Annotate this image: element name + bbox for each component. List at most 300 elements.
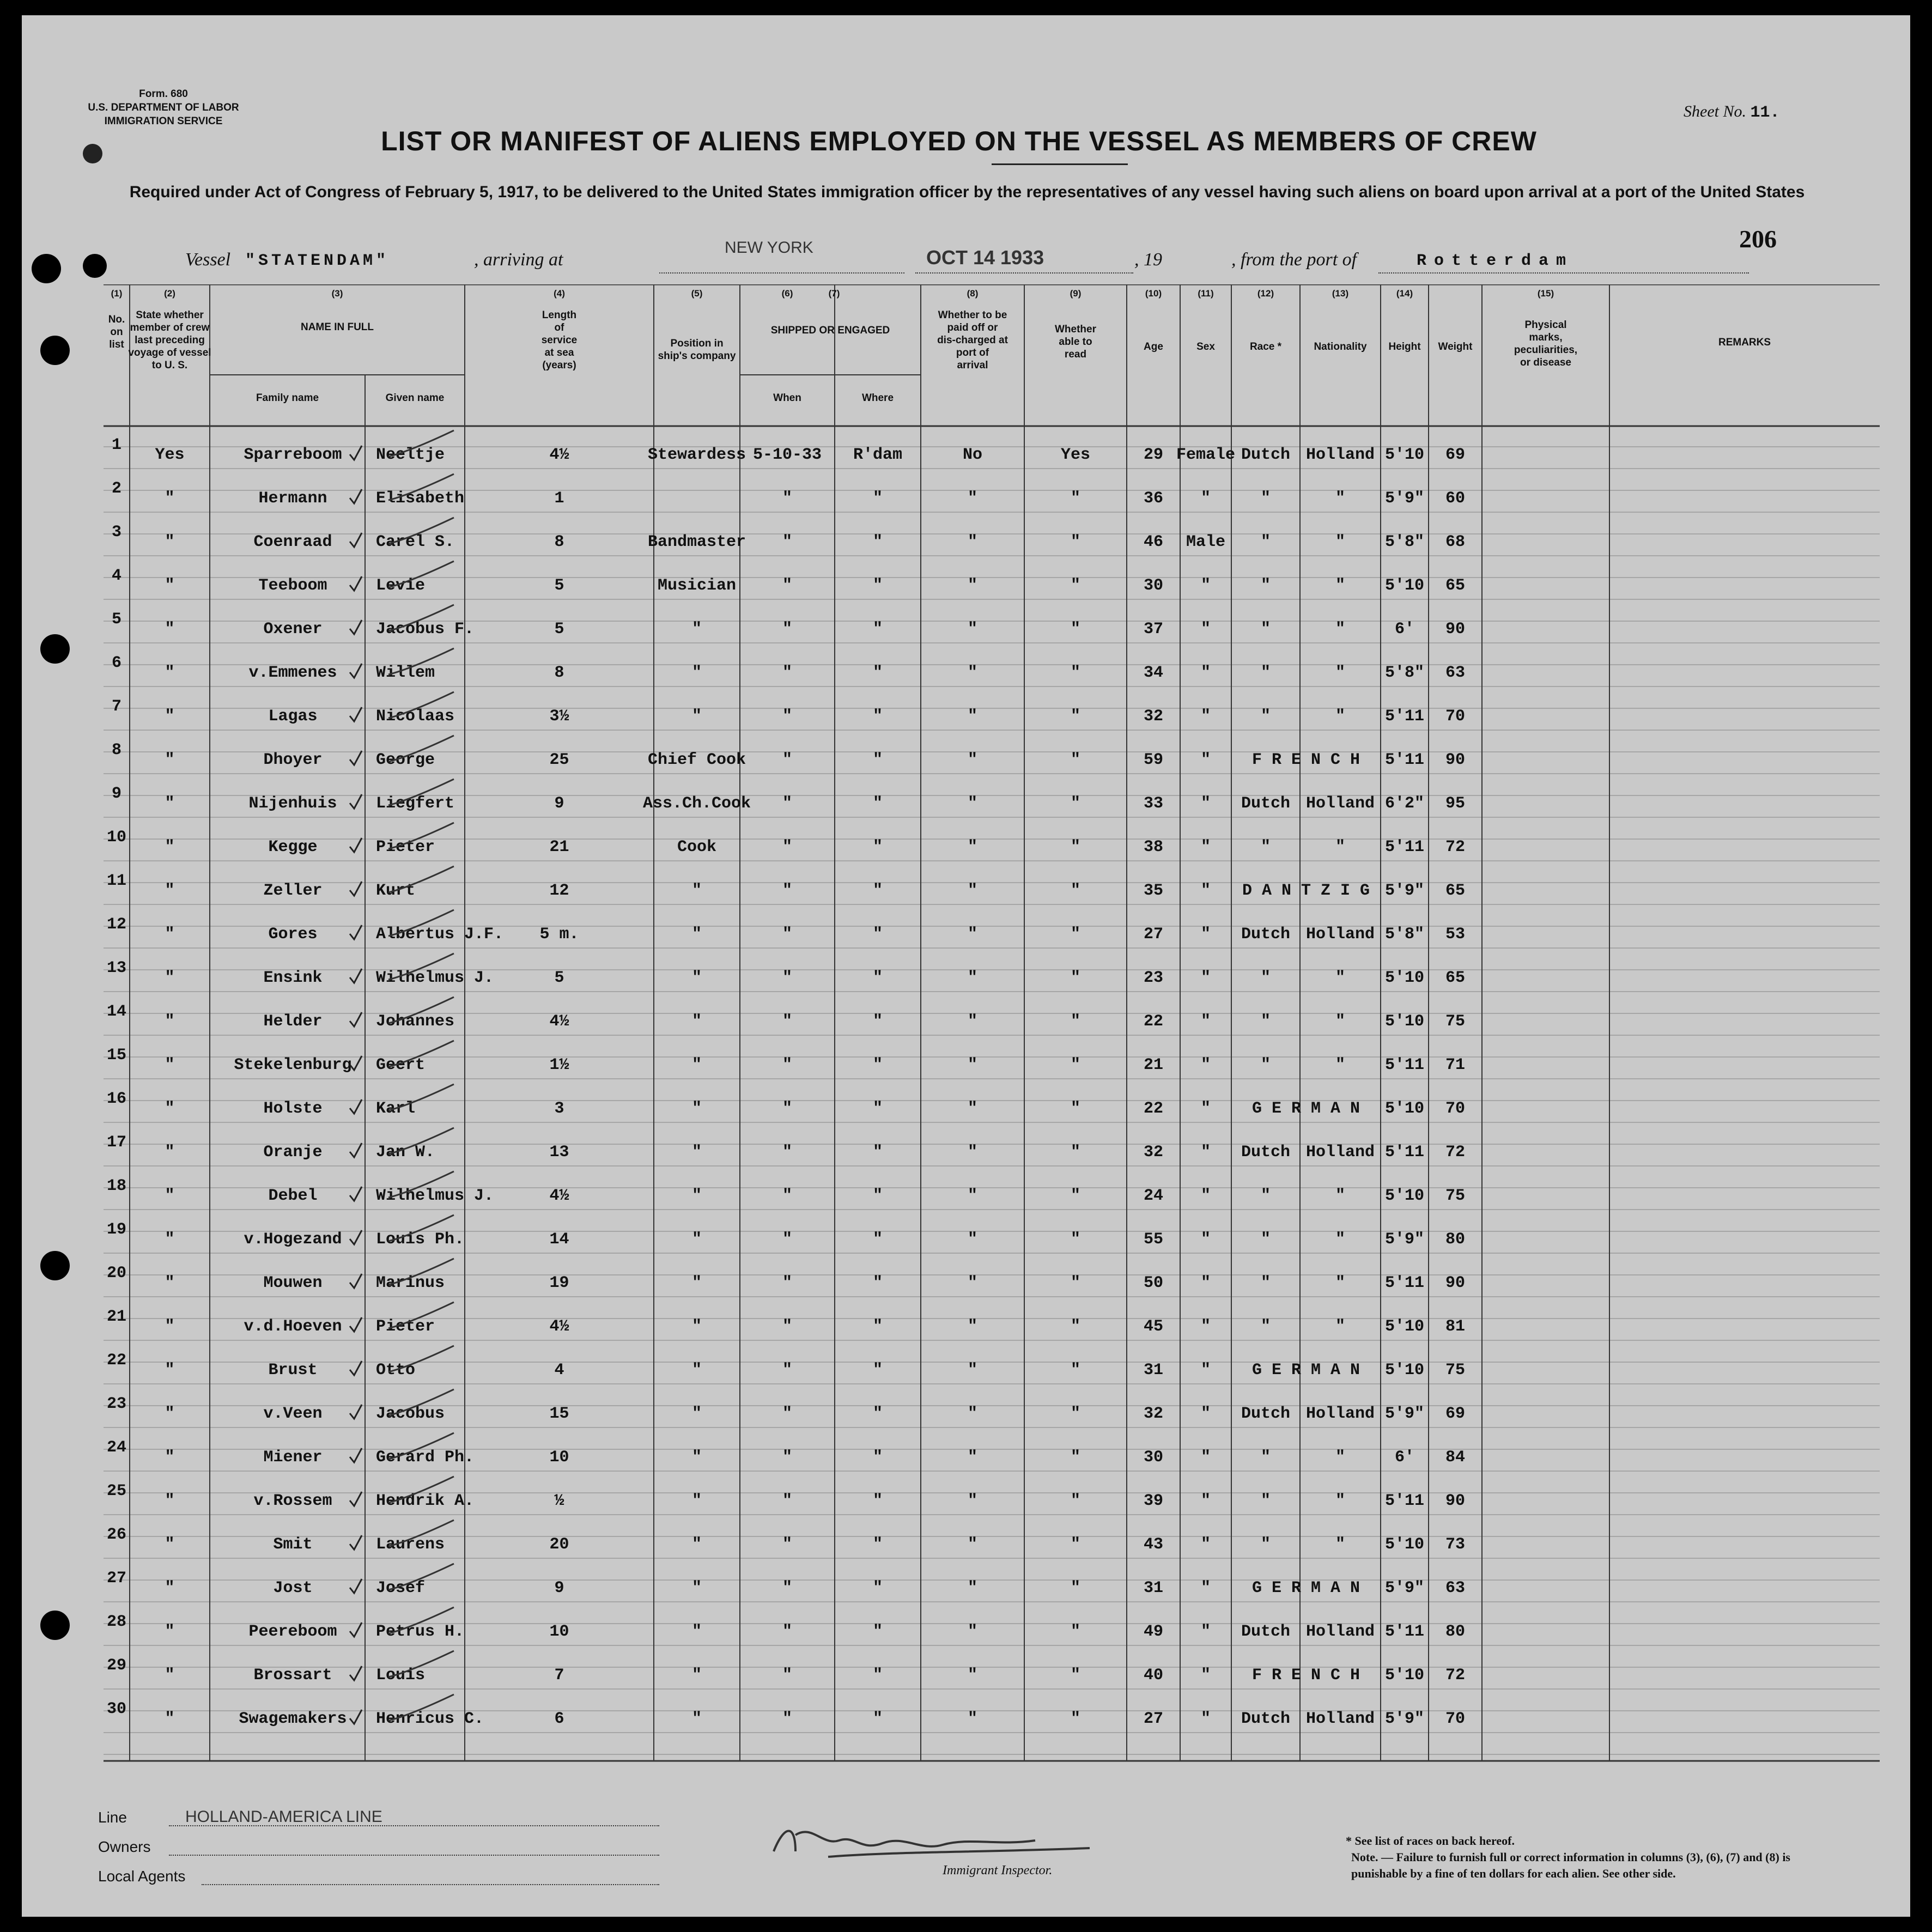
check-mark [350, 1012, 362, 1026]
row-given-name: Marinus [376, 1274, 445, 1292]
row-number: 26 [106, 1526, 127, 1544]
check-mark [350, 794, 362, 809]
header-height-line: Height [1388, 341, 1421, 353]
header-paid-off-line: arrival [957, 360, 988, 371]
arriving-port: NEW YORK [725, 239, 813, 257]
row-weight: 53 [1445, 925, 1466, 944]
row-age: 40 [1143, 1666, 1164, 1685]
row-weight: 80 [1445, 1623, 1466, 1641]
row-paid-off: " [967, 1274, 978, 1292]
row-able-to-read: " [1070, 882, 1081, 900]
row-age: 22 [1143, 1099, 1164, 1118]
column-number-line: (12) [1257, 288, 1274, 299]
row-family-name: Brossart [253, 1666, 332, 1685]
row-shipped-where: " [872, 489, 883, 508]
check-mark [350, 620, 362, 634]
row-state: " [165, 1492, 175, 1510]
row-paid-off: " [967, 925, 978, 944]
row-nationality: " [1335, 838, 1346, 856]
row-age: 35 [1143, 882, 1164, 900]
row-service-length: 3½ [549, 707, 569, 726]
vessel-label: Vessel [185, 250, 231, 270]
row-nationality: Holland [1305, 1623, 1375, 1641]
row-number: 18 [106, 1177, 127, 1195]
header-age [1144, 341, 1163, 353]
row-service-length: 19 [549, 1274, 569, 1292]
row-shipped-when: " [782, 664, 793, 682]
row-shipped-where: " [872, 1448, 883, 1467]
row-paid-off: " [967, 1623, 978, 1641]
column-number-line: (15) [1537, 288, 1554, 299]
row-race: " [1260, 707, 1271, 726]
row-sex: " [1200, 794, 1211, 813]
row-race: " [1260, 489, 1271, 508]
row-weight: 70 [1445, 1099, 1466, 1118]
row-sex: " [1200, 620, 1211, 639]
row-able-to-read: " [1070, 1317, 1081, 1336]
row-family-name: Peereboom [248, 1623, 337, 1641]
row-nationality: " [1335, 1535, 1346, 1554]
check-mark [350, 1710, 362, 1724]
row-sex: " [1200, 882, 1211, 900]
header-where-line: Where [861, 392, 894, 404]
row-height: 5'10 [1384, 576, 1425, 595]
header-state-whether [128, 309, 211, 371]
row-weight: 72 [1445, 1666, 1466, 1685]
row-shipped-when: " [782, 1535, 793, 1554]
header-nationality [1314, 341, 1367, 353]
service-label: IMMIGRATION SERVICE [104, 116, 223, 127]
header-when [773, 392, 801, 404]
row-position: " [691, 1274, 702, 1292]
binder-hole [40, 634, 70, 664]
row-given-name: Carel S. [376, 533, 455, 551]
row-given-name: Elisabeth [376, 489, 465, 508]
row-number: 16 [106, 1090, 127, 1108]
row-family-name: Sparreboom [244, 446, 342, 464]
header-when-line: When [773, 392, 801, 404]
row-race: G E R M A N [1251, 1099, 1360, 1118]
row-number: 29 [106, 1656, 127, 1675]
row-service-length: 15 [549, 1405, 569, 1423]
row-shipped-where: " [872, 1579, 883, 1597]
row-position: Cook [677, 838, 717, 856]
row-race: " [1260, 1187, 1271, 1205]
row-nationality: " [1335, 664, 1346, 682]
row-state: " [165, 1405, 175, 1423]
row-number: 28 [106, 1613, 127, 1631]
row-service-length: 9 [554, 1579, 564, 1597]
row-weight: 81 [1445, 1317, 1466, 1336]
row-paid-off: No [962, 446, 983, 464]
row-state: " [165, 1448, 175, 1467]
row-race: Dutch [1241, 1405, 1291, 1423]
column-number-line: (11) [1198, 288, 1214, 299]
row-age: 33 [1143, 794, 1164, 813]
row-height: 5'9" [1384, 1230, 1425, 1249]
row-race: Dutch [1241, 1710, 1291, 1728]
row-age: 34 [1143, 664, 1164, 682]
row-position: " [691, 1230, 702, 1249]
row-number: 24 [106, 1438, 127, 1457]
row-weight: 90 [1445, 1492, 1466, 1510]
row-shipped-when: " [782, 1274, 793, 1292]
row-position: " [691, 1317, 702, 1336]
row-able-to-read: " [1070, 1623, 1081, 1641]
row-position: " [691, 1099, 702, 1118]
row-given-name: Jan W. [376, 1143, 435, 1162]
column-number [332, 288, 343, 299]
row-able-to-read: " [1070, 1710, 1081, 1728]
row-nationality: Holland [1305, 446, 1375, 464]
row-given-name: Louis Ph. [376, 1230, 465, 1249]
row-shipped-where: " [872, 925, 883, 944]
row-number: 14 [106, 1003, 127, 1021]
column-number [1396, 288, 1413, 299]
row-height: 5'10 [1384, 1361, 1425, 1380]
column-number [782, 288, 793, 299]
binder-hole [40, 336, 70, 365]
check-mark [350, 1535, 362, 1550]
row-race: " [1260, 1492, 1271, 1510]
row-sex: " [1200, 1317, 1211, 1336]
row-nationality: Holland [1305, 1143, 1375, 1162]
row-state: " [165, 1361, 175, 1380]
row-paid-off: " [967, 1492, 978, 1510]
header-height [1388, 341, 1421, 353]
row-shipped-where: R'dam [853, 446, 903, 464]
row-shipped-where: " [872, 1187, 883, 1205]
row-number: 2 [111, 479, 122, 498]
header-where [862, 392, 894, 404]
column-number-line: (7) [828, 288, 840, 299]
column-number [111, 288, 123, 299]
row-number: 22 [106, 1351, 127, 1370]
row-shipped-where: " [872, 1099, 883, 1118]
column-number [829, 288, 840, 299]
row-state: " [165, 664, 175, 682]
row-number: 30 [106, 1700, 127, 1718]
column-number [1145, 288, 1162, 299]
row-race: " [1260, 1230, 1271, 1249]
header-family-name [256, 392, 319, 404]
row-height: 5'11 [1384, 751, 1425, 769]
row-given-name: Liegfert [376, 794, 455, 813]
row-weight: 72 [1445, 838, 1466, 856]
row-paid-off: " [967, 1405, 978, 1423]
row-position: " [691, 925, 702, 944]
row-paid-off: " [967, 1317, 978, 1336]
row-shipped-where: " [872, 1405, 883, 1423]
row-age: 21 [1143, 1056, 1164, 1074]
header-no-on-list-line: on [110, 326, 123, 338]
row-age: 39 [1143, 1492, 1164, 1510]
row-able-to-read: " [1070, 1666, 1081, 1685]
column-number-line: (6) [781, 288, 793, 299]
row-paid-off: " [967, 620, 978, 639]
check-mark [350, 1579, 362, 1593]
row-shipped-where: " [872, 620, 883, 639]
check-mark [350, 1666, 362, 1680]
header-shipped-engaged [771, 325, 890, 336]
row-nationality: " [1335, 1317, 1346, 1336]
manifest-table [104, 284, 1880, 1766]
row-sex: " [1200, 751, 1211, 769]
row-paid-off: " [967, 1099, 978, 1118]
row-state: " [165, 1666, 175, 1685]
row-paid-off: " [967, 1448, 978, 1467]
row-position: " [691, 1579, 702, 1597]
row-height: 5'9" [1384, 1579, 1425, 1597]
row-family-name: v.Emmenes [248, 664, 337, 682]
row-service-length: 10 [549, 1448, 569, 1467]
row-number: 13 [106, 959, 127, 977]
row-shipped-when: " [782, 794, 793, 813]
row-race: " [1260, 533, 1271, 551]
owners-label: Owners [98, 1838, 151, 1855]
check-mark [350, 969, 362, 983]
row-paid-off: " [967, 489, 978, 508]
row-paid-off: " [967, 707, 978, 726]
row-given-name: Neeltje [376, 446, 445, 464]
row-state: " [165, 1535, 175, 1554]
row-family-name: Gores [268, 925, 318, 944]
row-state: " [165, 533, 175, 551]
row-age: 27 [1143, 925, 1164, 944]
row-state: " [165, 707, 175, 726]
row-number: 7 [111, 697, 122, 716]
row-shipped-where: " [872, 1274, 883, 1292]
header-state-whether-line: State whether [136, 309, 204, 321]
row-family-name: Lagas [268, 707, 318, 726]
row-height: 5'10 [1384, 1012, 1425, 1031]
row-sex: " [1200, 576, 1211, 595]
row-service-length: 5 m. [539, 925, 579, 944]
row-able-to-read: " [1070, 794, 1081, 813]
row-shipped-when: " [782, 1317, 793, 1336]
row-family-name: Smit [273, 1535, 313, 1554]
row-nationality: " [1335, 969, 1346, 987]
row-service-length: 3 [554, 1099, 564, 1118]
row-given-name: Pieter [376, 838, 435, 856]
row-state: " [165, 1623, 175, 1641]
header-race [1250, 341, 1282, 353]
row-position: " [691, 882, 702, 900]
row-shipped-where: " [872, 794, 883, 813]
check-mark [350, 1187, 362, 1201]
row-shipped-when: " [782, 882, 793, 900]
row-sex: " [1200, 1012, 1211, 1031]
column-number-line: (4) [554, 288, 565, 299]
row-race: Dutch [1241, 925, 1291, 944]
header-paid-off-line: port of [956, 347, 989, 359]
row-race: Dutch [1241, 1623, 1291, 1641]
row-height: 5'8" [1384, 925, 1425, 944]
row-weight: 90 [1445, 751, 1466, 769]
row-shipped-when: " [782, 1187, 793, 1205]
row-number: 17 [106, 1133, 127, 1152]
row-paid-off: " [967, 664, 978, 682]
check-mark [350, 1274, 362, 1288]
header-weight [1438, 341, 1473, 353]
form-number [60, 87, 267, 128]
row-shipped-where: " [872, 1012, 883, 1031]
row-sex: " [1200, 1056, 1211, 1074]
row-position: " [691, 620, 702, 639]
row-number: 11 [106, 872, 127, 890]
header-weight-line: Weight [1438, 341, 1473, 353]
row-number: 27 [106, 1569, 127, 1588]
row-number: 10 [106, 828, 127, 847]
row-nationality: " [1335, 1056, 1346, 1074]
row-able-to-read: " [1070, 1143, 1081, 1162]
row-family-name: Brust [268, 1361, 318, 1380]
races-note: * See list of races on back hereof. [1346, 1834, 1515, 1848]
row-state: " [165, 1187, 175, 1205]
row-weight: 65 [1445, 969, 1466, 987]
row-family-name: v.d.Hoeven [244, 1317, 342, 1336]
row-shipped-where: " [872, 969, 883, 987]
header-race-line: Race * [1249, 341, 1282, 353]
document-title: LIST OR MANIFEST OF ALIENS EMPLOYED ON THE VESSEL AS MEMBERS OF CREW [381, 126, 1537, 156]
header-physical-marks-line: Physical [1524, 319, 1567, 331]
row-family-name: Mouwen [263, 1274, 323, 1292]
row-weight: 69 [1445, 1405, 1466, 1423]
row-weight: 60 [1445, 489, 1466, 508]
row-position: Ass.Ch.Cook [642, 794, 751, 813]
row-given-name: Josef [376, 1579, 426, 1597]
row-given-name: Gerard Ph. [376, 1448, 475, 1467]
check-mark [350, 489, 362, 503]
inspector-signature [763, 1813, 1111, 1873]
row-service-length: ½ [554, 1492, 564, 1510]
row-nationality: " [1335, 533, 1346, 551]
row-height: 5'9" [1384, 489, 1425, 508]
table-header [108, 288, 1771, 404]
row-position: " [691, 664, 702, 682]
row-paid-off: " [967, 882, 978, 900]
row-paid-off: " [967, 838, 978, 856]
row-race: " [1260, 1317, 1271, 1336]
row-shipped-where: " [872, 882, 883, 900]
row-weight: 68 [1445, 533, 1466, 551]
row-given-name: Petrus H. [376, 1623, 465, 1641]
row-height: 5'11 [1384, 707, 1425, 726]
line-value: HOLLAND-AMERICA LINE [185, 1808, 382, 1826]
row-family-name: Ensink [263, 969, 323, 987]
check-mark [350, 751, 362, 765]
row-family-name: v.Veen [263, 1405, 323, 1423]
row-number: 6 [111, 654, 122, 672]
column-number [164, 288, 175, 299]
row-weight: 95 [1445, 794, 1466, 813]
row-given-name: Jacobus F. [376, 620, 475, 639]
row-shipped-where: " [872, 751, 883, 769]
row-given-name: Jacobus [376, 1405, 445, 1423]
row-family-name: v.Rossem [253, 1492, 332, 1510]
row-service-length: 12 [549, 882, 569, 900]
row-nationality: " [1335, 489, 1346, 508]
from-port-label: , from the port of [1231, 250, 1357, 270]
row-state: " [165, 576, 175, 595]
row-nationality: Holland [1305, 1710, 1375, 1728]
row-position: " [691, 1405, 702, 1423]
row-shipped-when: " [782, 1492, 793, 1510]
row-height: 6'2" [1384, 794, 1425, 813]
row-state: " [165, 1230, 175, 1249]
ruled-lines [104, 284, 1880, 1761]
row-age: 29 [1143, 446, 1164, 464]
row-shipped-when: " [782, 1230, 793, 1249]
row-position: " [691, 1535, 702, 1554]
header-length-service [542, 309, 578, 371]
row-weight: 63 [1445, 664, 1466, 682]
row-sex: " [1200, 1187, 1211, 1205]
row-race: D A N T Z I G [1242, 882, 1370, 900]
header-family-name-line: Family name [256, 392, 319, 404]
row-age: 31 [1143, 1361, 1164, 1380]
row-position: Musician [657, 576, 737, 595]
row-shipped-when: " [782, 1361, 793, 1380]
row-number: 20 [106, 1264, 127, 1283]
row-number: 19 [106, 1220, 127, 1239]
row-age: 23 [1143, 969, 1164, 987]
title-rule [992, 163, 1128, 165]
row-given-name: Otto [376, 1361, 416, 1380]
row-family-name: Dhoyer [263, 751, 323, 769]
row-able-to-read: " [1070, 489, 1081, 508]
row-able-to-read: " [1070, 1492, 1081, 1510]
row-family-name: Coenraad [253, 533, 332, 551]
row-height: 5'10 [1384, 1099, 1425, 1118]
check-mark [350, 882, 362, 896]
row-given-name: Kurt [376, 882, 416, 900]
row-race: " [1260, 620, 1271, 639]
row-state: " [165, 925, 175, 944]
row-position: " [691, 1187, 702, 1205]
row-able-to-read: " [1070, 1405, 1081, 1423]
row-height: 5'11 [1384, 1143, 1425, 1162]
header-state-whether-line: member of crew [130, 322, 210, 333]
row-position: " [691, 1448, 702, 1467]
row-shipped-where: " [872, 1317, 883, 1336]
row-weight: 65 [1445, 882, 1466, 900]
row-paid-off: " [967, 533, 978, 551]
row-shipped-when: " [782, 751, 793, 769]
check-mark [350, 446, 362, 460]
row-height: 5'9" [1384, 1405, 1425, 1423]
row-race: F R E N C H [1251, 1666, 1360, 1685]
arrival-date: OCT 14 1933 [926, 246, 1044, 269]
row-state: " [165, 1274, 175, 1292]
row-sex: " [1200, 1448, 1211, 1467]
row-sex: " [1200, 1143, 1211, 1162]
row-service-length: 10 [549, 1623, 569, 1641]
row-shipped-when: " [782, 1448, 793, 1467]
row-race: " [1260, 1012, 1271, 1031]
column-number [967, 288, 979, 299]
row-shipped-when: " [782, 838, 793, 856]
header-sex-line: Sex [1196, 341, 1215, 353]
row-weight: 75 [1445, 1361, 1466, 1380]
row-age: 49 [1143, 1623, 1164, 1641]
row-race: G E R M A N [1251, 1361, 1360, 1380]
row-weight: 75 [1445, 1187, 1466, 1205]
row-number: 23 [106, 1395, 127, 1413]
row-sex: " [1200, 1230, 1211, 1249]
row-family-name: Debel [268, 1187, 318, 1205]
row-paid-off: " [967, 1230, 978, 1249]
